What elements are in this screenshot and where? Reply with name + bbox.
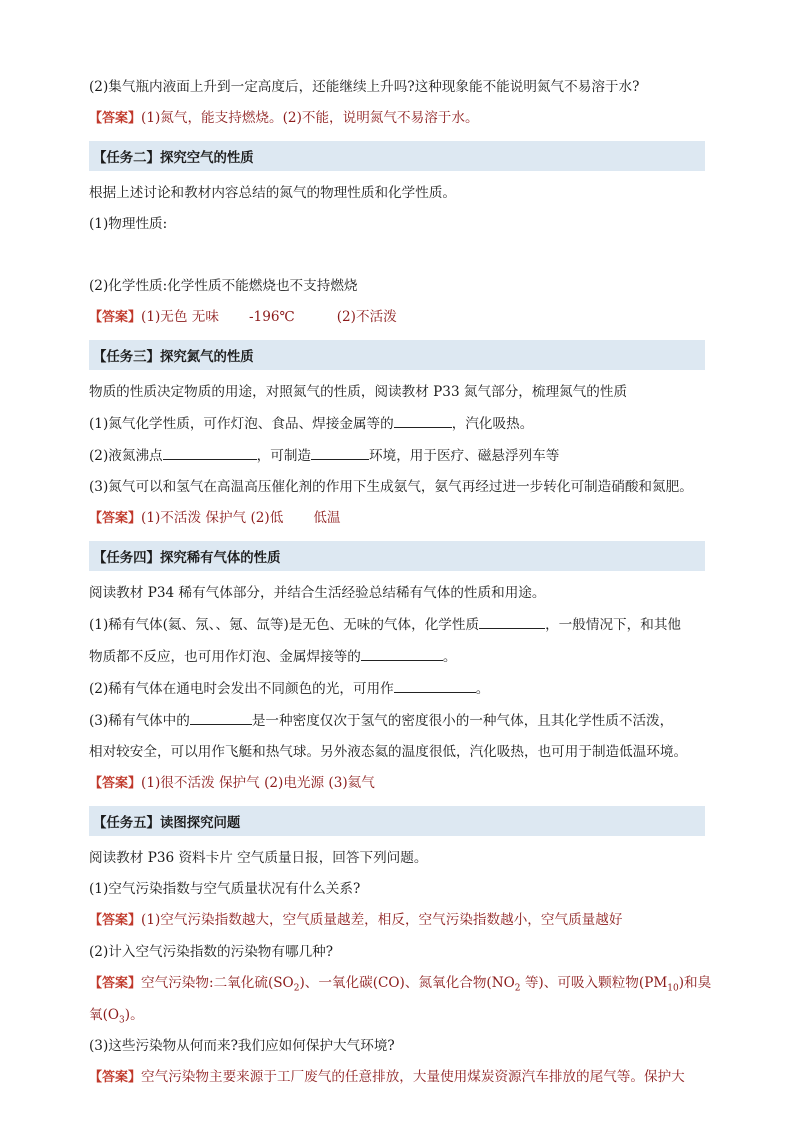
fill-blank bbox=[311, 446, 369, 460]
task5-line-2: (1)空气污染指数与空气质量状况有什么关系? bbox=[89, 881, 361, 897]
task3-line-3: (2)液氮沸点 ，可制造 环境，用于医疗、磁悬浮列车等 bbox=[89, 448, 560, 464]
answer-6: 【答案】空气污染物:二氧化硫$(SO_2)$、一氧化碳(CO)、氮氧化合物($NO_2$ 等)、可吸入颗粒物$(PM_{10})$和臭 bbox=[89, 975, 712, 994]
fill-blank bbox=[479, 615, 545, 629]
fill-blank bbox=[361, 647, 443, 661]
document-content bbox=[89, 78, 712, 1087]
question-2: (2)集气瓶内液面上升到一定高度后，还能继续上升吗?这种现象能不能说明氮气不易溶于水? bbox=[89, 79, 640, 95]
task5-line-3: (2)计入空气污染指数的污染物有哪几种? bbox=[89, 944, 334, 960]
answer-label: 【答案】 bbox=[89, 1070, 142, 1085]
task4-line-1: 阅读教材 P34 稀有气体部分，并结合生活经验总结稀有气体的性质和用途。 bbox=[89, 585, 546, 601]
answer-label: 【答案】 bbox=[89, 776, 142, 791]
answer-1: 【答案】(1)氮气，能支持燃烧。(2)不能，说明氮气不易溶于水。 bbox=[89, 110, 479, 126]
answer-2: 【答案】(1)无色 无味 -196℃ (2)不活泼 bbox=[89, 309, 397, 325]
task4-line-5: (3)稀有气体中的 是一种密度仅次于氢气的密度很小的一种气体，且其化学性质不活泼， bbox=[89, 713, 674, 729]
task2-line-3: (2)化学性质:化学性质不能燃烧也不支持燃烧 bbox=[89, 278, 358, 294]
task4-line-3: 物质都不反应，也可用作灯泡、金属焊接等的 。 bbox=[89, 649, 457, 665]
answer-5: 【答案】(1)空气污染指数越大，空气质量越差，相反，空气污染指数越小，空气质量越好 bbox=[89, 912, 623, 928]
task-2-header: 【任务二】探究空气的性质 bbox=[89, 141, 705, 171]
task2-line-2: (1)物理性质: bbox=[89, 216, 168, 232]
task5-line-4: (3)这些污染物从何而来?我们应如何保护大气环境? bbox=[89, 1038, 395, 1054]
fill-blank bbox=[190, 711, 252, 725]
task-3-header: 【任务三】探究氮气的性质 bbox=[89, 340, 705, 370]
task-5-header: 【任务五】读图探究问题 bbox=[89, 806, 705, 836]
task4-line-6: 相对较安全，可以用作飞艇和热气球。另外液态氦的温度很低，汽化吸热，也可用于制造低温环境。 bbox=[89, 744, 688, 760]
answer-label: 【答案】 bbox=[89, 111, 142, 126]
task4-line-4: (2)稀有气体在通电时会发出不同颜色的光，可用作 。 bbox=[89, 681, 490, 697]
fill-blank bbox=[394, 679, 476, 693]
task3-line-2: (1)氮气化学性质，可作灯泡、食品、焊接金属等的 ，汽化吸热。 bbox=[89, 416, 534, 432]
answer-label: 【答案】 bbox=[89, 511, 142, 526]
answer-6-cont: 氧$(O_3)$。 bbox=[89, 1007, 144, 1026]
answer-3: 【答案】(1)不活泼 保护气 (2)低 低温 bbox=[89, 510, 341, 526]
task4-line-2: (1)稀有气体(氦、氖、、氪、氙等)是无色、无味的气体，化学性质 ，一般情况下，和其他 bbox=[89, 617, 682, 633]
fill-blank bbox=[394, 414, 452, 428]
fill-blank bbox=[163, 446, 257, 460]
answer-label: 【答案】 bbox=[89, 976, 142, 991]
task-4-header: 【任务四】探究稀有气体的性质 bbox=[89, 541, 705, 571]
task2-line-1: 根据上述讨论和教材内容总结的氮气的物理性质和化学性质。 bbox=[89, 185, 457, 201]
answer-label: 【答案】 bbox=[89, 913, 142, 928]
answer-7: 【答案】空气污染物主要来源于工厂废气的任意排放，大量使用煤炭资源汽车排放的尾气等。保护大 bbox=[89, 1069, 685, 1085]
answer-label: 【答案】 bbox=[89, 310, 142, 325]
answer-4: 【答案】(1)很不活泼 保护气 (2)电光源 (3)氦气 bbox=[89, 775, 375, 791]
task5-line-1: 阅读教材 P36 资料卡片 空气质量日报，回答下列问题。 bbox=[89, 850, 428, 866]
task3-line-4: (3)氮气可以和氢气在高温高压催化剂的作用下生成氨气，氨气再经过进一步转化可制造硝酸和氮肥。 bbox=[89, 479, 693, 495]
task3-line-1: 物质的性质决定物质的用途，对照氮气的性质，阅读教材 P33 氮气部分，梳理氮气的性质 bbox=[89, 384, 628, 400]
